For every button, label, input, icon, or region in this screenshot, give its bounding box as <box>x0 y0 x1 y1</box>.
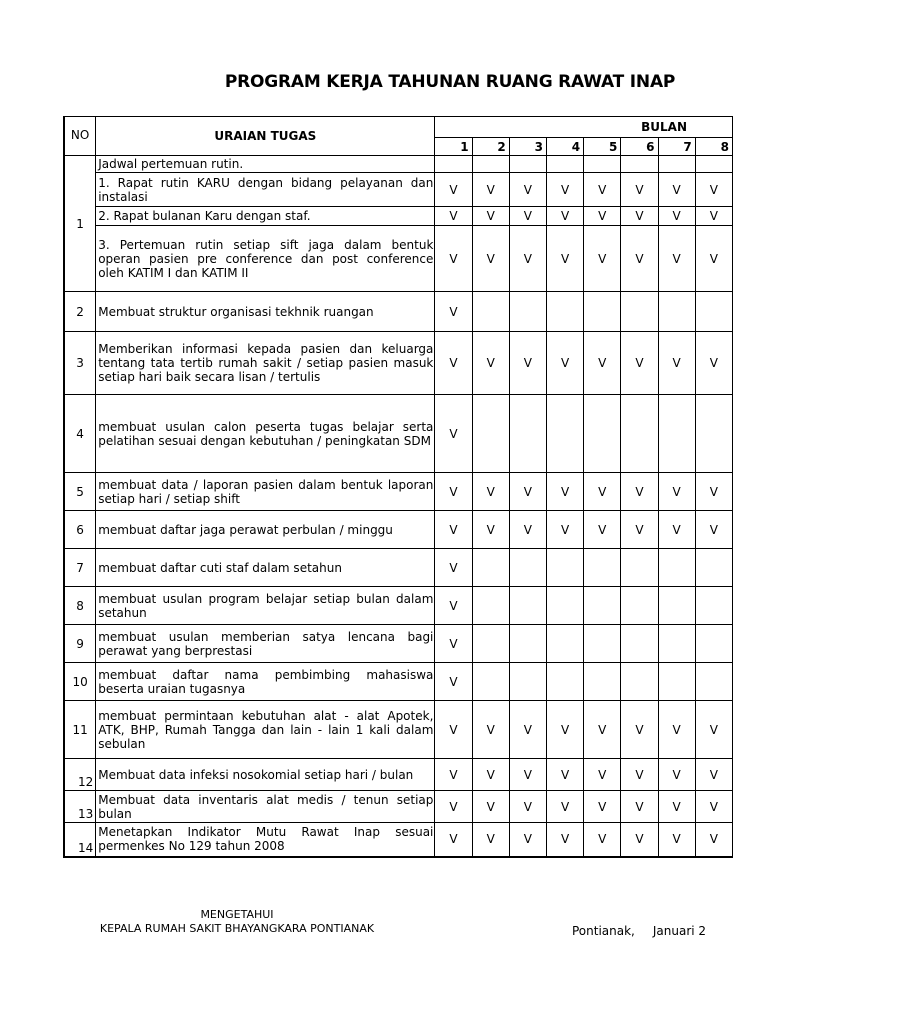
check-mark: V <box>472 759 509 791</box>
check-mark: V <box>546 207 583 226</box>
check-mark: V <box>509 791 546 823</box>
check-mark: V <box>546 226 583 292</box>
task-description: Jadwal pertemuan rutin. <box>96 156 435 173</box>
table-row <box>64 701 733 759</box>
month-8: 8 <box>695 138 732 156</box>
check-mark: V <box>584 823 621 857</box>
row-number: 10 <box>64 663 96 701</box>
check-mark: V <box>695 473 732 511</box>
check-mark: V <box>584 173 621 207</box>
check-mark: V <box>509 207 546 226</box>
table-row <box>64 473 733 511</box>
check-mark: V <box>658 701 695 759</box>
check-mark: V <box>435 207 472 226</box>
hospital-head-title: KEPALA RUMAH SAKIT BHAYANGKARA PONTIANAK <box>99 922 375 935</box>
check-mark: V <box>658 759 695 791</box>
check-mark: V <box>472 207 509 226</box>
work-program-table <box>63 116 733 858</box>
check-mark: V <box>658 791 695 823</box>
header-uraian-tugas: URAIAN TUGAS <box>96 117 435 156</box>
check-mark: V <box>435 292 472 332</box>
acknowledgement-block <box>97 908 377 936</box>
check-mark: V <box>584 226 621 292</box>
table-row <box>64 332 733 395</box>
check-mark: V <box>584 511 621 549</box>
check-mark: V <box>621 823 658 857</box>
check-mark: V <box>509 473 546 511</box>
check-mark: V <box>695 759 732 791</box>
task-description: 2. Rapat bulanan Karu dengan staf. <box>96 207 435 226</box>
table-row <box>64 292 733 332</box>
check-mark: V <box>472 226 509 292</box>
table-row <box>64 587 733 625</box>
task-description: Memberikan informasi kepada pasien dan keluarga tentang tata tertib rumah sakit / setiap pasien masuk setiap hari baik secara lisan / tertulis <box>96 332 435 395</box>
check-mark: V <box>472 332 509 395</box>
table-row <box>64 173 733 207</box>
check-mark: V <box>472 511 509 549</box>
check-mark: V <box>546 701 583 759</box>
task-description: Menetapkan Indikator Mutu Rawat Inap sesuai permenkes No 129 tahun 2008 <box>96 823 435 857</box>
check-mark: V <box>695 332 732 395</box>
check-mark: V <box>621 759 658 791</box>
row-number: 9 <box>64 625 96 663</box>
check-mark: V <box>435 473 472 511</box>
check-mark: V <box>621 226 658 292</box>
check-mark: V <box>546 791 583 823</box>
check-mark: V <box>546 823 583 857</box>
check-mark: V <box>621 207 658 226</box>
acknowledgement-label: MENGETAHUI <box>200 908 274 921</box>
date-label: Januari 2 <box>652 924 707 938</box>
table-row <box>64 625 733 663</box>
check-mark: V <box>435 395 472 473</box>
work-program-table-container <box>63 116 729 865</box>
place-date <box>572 924 707 944</box>
check-mark: V <box>658 226 695 292</box>
check-mark: V <box>509 823 546 857</box>
check-mark: V <box>546 759 583 791</box>
row-number: 6 <box>64 511 96 549</box>
task-description: membuat usulan program belajar setiap bulan dalam setahun <box>96 587 435 625</box>
task-description: membuat usulan memberian satya lencana bagi perawat yang berprestasi <box>96 625 435 663</box>
check-mark: V <box>621 701 658 759</box>
check-mark: V <box>509 226 546 292</box>
check-mark: V <box>621 511 658 549</box>
check-mark: V <box>435 511 472 549</box>
check-mark: V <box>621 332 658 395</box>
check-mark: V <box>621 791 658 823</box>
header-bulan: BULAN <box>435 117 733 138</box>
table-row <box>64 226 733 292</box>
check-mark: V <box>584 759 621 791</box>
check-mark: V <box>658 473 695 511</box>
check-mark: V <box>435 332 472 395</box>
month-1: 1 <box>435 138 472 156</box>
table-row <box>64 759 733 791</box>
check-mark: V <box>509 701 546 759</box>
check-mark: V <box>658 823 695 857</box>
check-mark: V <box>695 226 732 292</box>
check-mark: V <box>435 701 472 759</box>
check-mark: V <box>695 823 732 857</box>
check-mark: V <box>584 701 621 759</box>
check-mark: V <box>472 791 509 823</box>
check-mark: V <box>546 511 583 549</box>
table-row <box>64 823 733 857</box>
check-mark: V <box>435 587 472 625</box>
check-mark: V <box>584 473 621 511</box>
table-row <box>64 156 733 173</box>
check-mark: V <box>621 473 658 511</box>
check-mark: V <box>658 332 695 395</box>
check-mark: V <box>546 173 583 207</box>
month-6: 6 <box>621 138 658 156</box>
check-mark: V <box>695 511 732 549</box>
task-description: 1. Rapat rutin KARU dengan bidang pelayanan dan instalasi <box>96 173 435 207</box>
task-description: membuat daftar nama pembimbing mahasiswa beserta uraian tugasnya <box>96 663 435 701</box>
check-mark: V <box>509 332 546 395</box>
table-row <box>64 395 733 473</box>
check-mark: V <box>435 173 472 207</box>
month-5: 5 <box>584 138 621 156</box>
check-mark: V <box>435 823 472 857</box>
month-3: 3 <box>509 138 546 156</box>
row-number: 14 <box>64 823 96 857</box>
row-number: 1 <box>64 156 96 292</box>
check-mark: V <box>658 207 695 226</box>
check-mark: V <box>435 791 472 823</box>
check-mark: V <box>435 226 472 292</box>
check-mark: V <box>435 625 472 663</box>
task-description: Membuat data inventaris alat medis / tenun setiap bulan <box>96 791 435 823</box>
check-mark: V <box>472 473 509 511</box>
check-mark: V <box>472 701 509 759</box>
task-description: 3. Pertemuan rutin setiap sift jaga dalam bentuk operan pasien pre conference dan post conference oleh KATIM I dan KATIM II <box>96 226 435 292</box>
header-no: NO <box>64 117 96 156</box>
month-7: 7 <box>658 138 695 156</box>
task-description: membuat daftar jaga perawat perbulan / minggu <box>96 511 435 549</box>
check-mark: V <box>658 511 695 549</box>
check-mark: V <box>509 173 546 207</box>
check-mark: V <box>435 759 472 791</box>
check-mark: V <box>509 511 546 549</box>
check-mark: V <box>621 173 658 207</box>
check-mark: V <box>584 791 621 823</box>
table-row <box>64 791 733 823</box>
row-number: 8 <box>64 587 96 625</box>
task-description: membuat permintaan kebutuhan alat - alat Apotek, ATK, BHP, Rumah Tangga dan lain - lain 1 kali dalam sebulan <box>96 701 435 759</box>
table-row <box>64 663 733 701</box>
row-number: 12 <box>64 759 96 791</box>
check-mark: V <box>472 823 509 857</box>
check-mark: V <box>546 473 583 511</box>
row-number: 11 <box>64 701 96 759</box>
check-mark: V <box>584 332 621 395</box>
check-mark: V <box>695 701 732 759</box>
check-mark: V <box>435 663 472 701</box>
task-description: membuat data / laporan pasien dalam bentuk laporan setiap hari / setiap shift <box>96 473 435 511</box>
table-row <box>64 207 733 226</box>
table-row <box>64 511 733 549</box>
task-description: Membuat struktur organisasi tekhnik ruangan <box>96 292 435 332</box>
month-4: 4 <box>546 138 583 156</box>
check-mark: V <box>472 173 509 207</box>
check-mark: V <box>695 173 732 207</box>
task-description: membuat daftar cuti staf dalam setahun <box>96 549 435 587</box>
row-number: 2 <box>64 292 96 332</box>
row-number: 4 <box>64 395 96 473</box>
place-label: Pontianak, <box>572 924 635 938</box>
check-mark: V <box>695 791 732 823</box>
task-description: Membuat data infeksi nosokomial setiap hari / bulan <box>96 759 435 791</box>
table-row <box>64 549 733 587</box>
check-mark: V <box>509 759 546 791</box>
check-mark: V <box>546 332 583 395</box>
check-mark: V <box>658 173 695 207</box>
row-number: 13 <box>64 791 96 823</box>
task-description: membuat usulan calon peserta tugas belajar serta pelatihan sesuai dengan kebutuhan / peningkatan SDM <box>96 395 435 473</box>
check-mark: V <box>695 207 732 226</box>
check-mark: V <box>435 549 472 587</box>
row-number: 7 <box>64 549 96 587</box>
month-2: 2 <box>472 138 509 156</box>
check-mark: V <box>584 207 621 226</box>
row-number: 3 <box>64 332 96 395</box>
row-number: 5 <box>64 473 96 511</box>
page-title: PROGRAM KERJA TAHUNAN RUANG RAWAT INAP <box>224 72 676 92</box>
